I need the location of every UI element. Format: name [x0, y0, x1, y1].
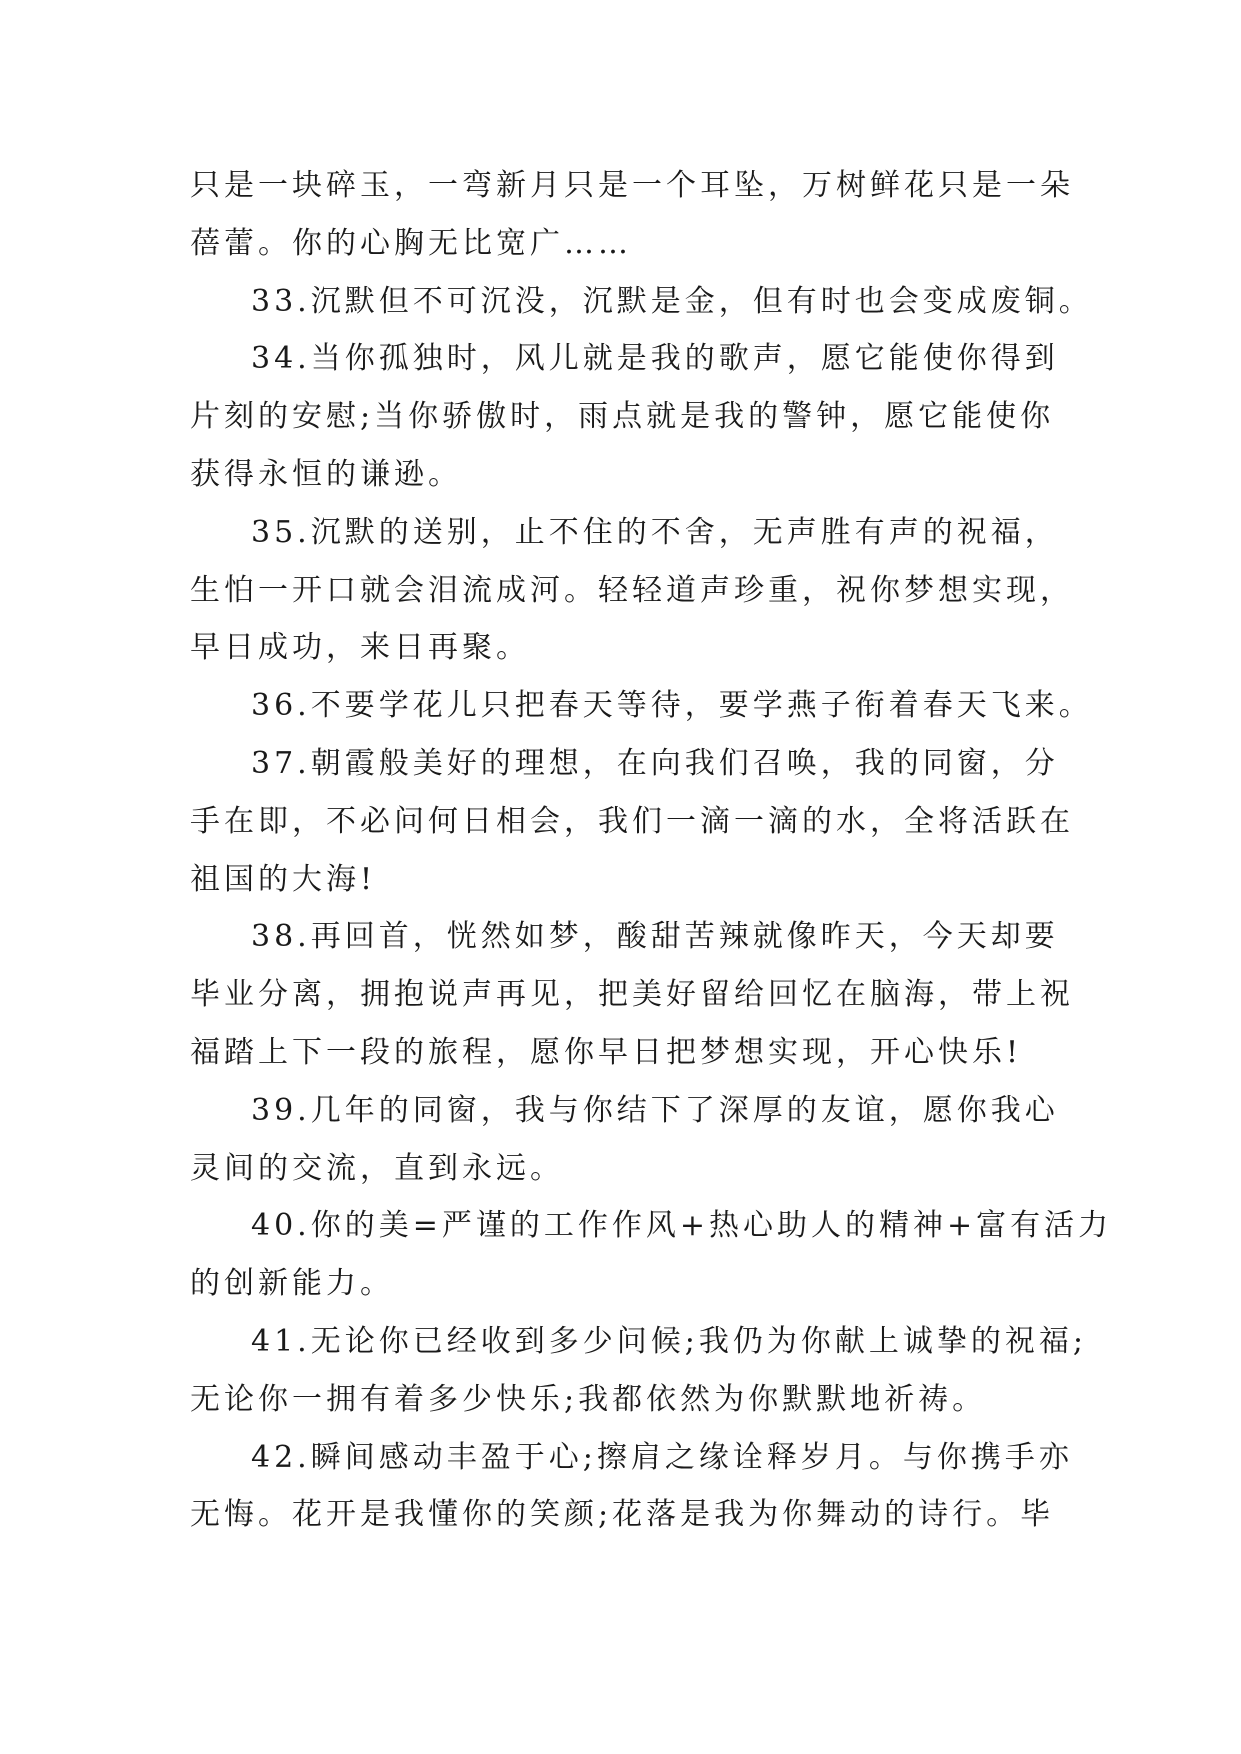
text-line: 生怕一开口就会泪流成河。轻轻道声珍重，祝你梦想实现， — [190, 572, 1074, 608]
text-line: 福踏上下一段的旅程，愿你早日把梦想实现，开心快乐! — [190, 1034, 1023, 1070]
text-line: 无论你一拥有着多少快乐;我都依然为你默默地祈祷。 — [190, 1381, 987, 1417]
text-line: 33.沉默但不可沉没，沉默是金，但有时也会变成废铜。 — [251, 283, 1093, 319]
text-line: 的创新能力。 — [190, 1266, 394, 1302]
text-line: 34.当你孤独时，风儿就是我的歌声，愿它能使你得到 — [251, 341, 1059, 377]
text-line: 片刻的安慰;当你骄傲时，雨点就是我的警钟，愿它能使你 — [190, 399, 1055, 435]
text-line: 早日成功，来日再聚。 — [190, 630, 530, 666]
text-line: 36.不要学花儿只把春天等待，要学燕子衔着春天飞来。 — [251, 688, 1093, 724]
document-body — [190, 157, 1113, 1544]
text-line: 毕业分离，拥抱说声再见，把美好留给回忆在脑海，带上祝 — [190, 977, 1074, 1013]
text-line: 35.沉默的送别，止不住的不舍，无声胜有声的祝福， — [251, 514, 1059, 550]
text-line: 40.你的美=严谨的工作作风+热心助人的精神+富有活力 — [251, 1208, 1113, 1244]
text-line: 42.瞬间感动丰盈于心;擦肩之缘诠释岁月。与你携手亦 — [251, 1439, 1073, 1475]
text-line: 39.几年的同窗，我与你结下了深厚的友谊，愿你我心 — [251, 1092, 1059, 1128]
text-line: 只是一块碎玉，一弯新月只是一个耳坠，万树鲜花只是一朵 — [190, 168, 1074, 203]
text-line: 38.再回首，恍然如梦，酸甜苦辣就像昨天，今天却要 — [251, 919, 1059, 955]
text-line: 祖国的大海! — [190, 861, 377, 897]
text-line: 获得永恒的谦逊。 — [190, 456, 462, 492]
text-line: 37.朝霞般美好的理想，在向我们召唤，我的同窗，分 — [251, 745, 1059, 781]
text-line: 灵间的交流，直到永远。 — [190, 1150, 564, 1186]
text-line: 41.无论你已经收到多少问候;我仍为你献上诚挚的祝福; — [251, 1323, 1087, 1359]
text-line: 手在即，不必问何日相会，我们一滴一滴的水，全将活跃在 — [190, 803, 1074, 839]
text-line: 蓓蕾。你的心胸无比宽广…… — [190, 225, 632, 261]
text-line: 无悔。花开是我懂你的笑颜;花落是我为你舞动的诗行。毕 — [190, 1497, 1055, 1533]
